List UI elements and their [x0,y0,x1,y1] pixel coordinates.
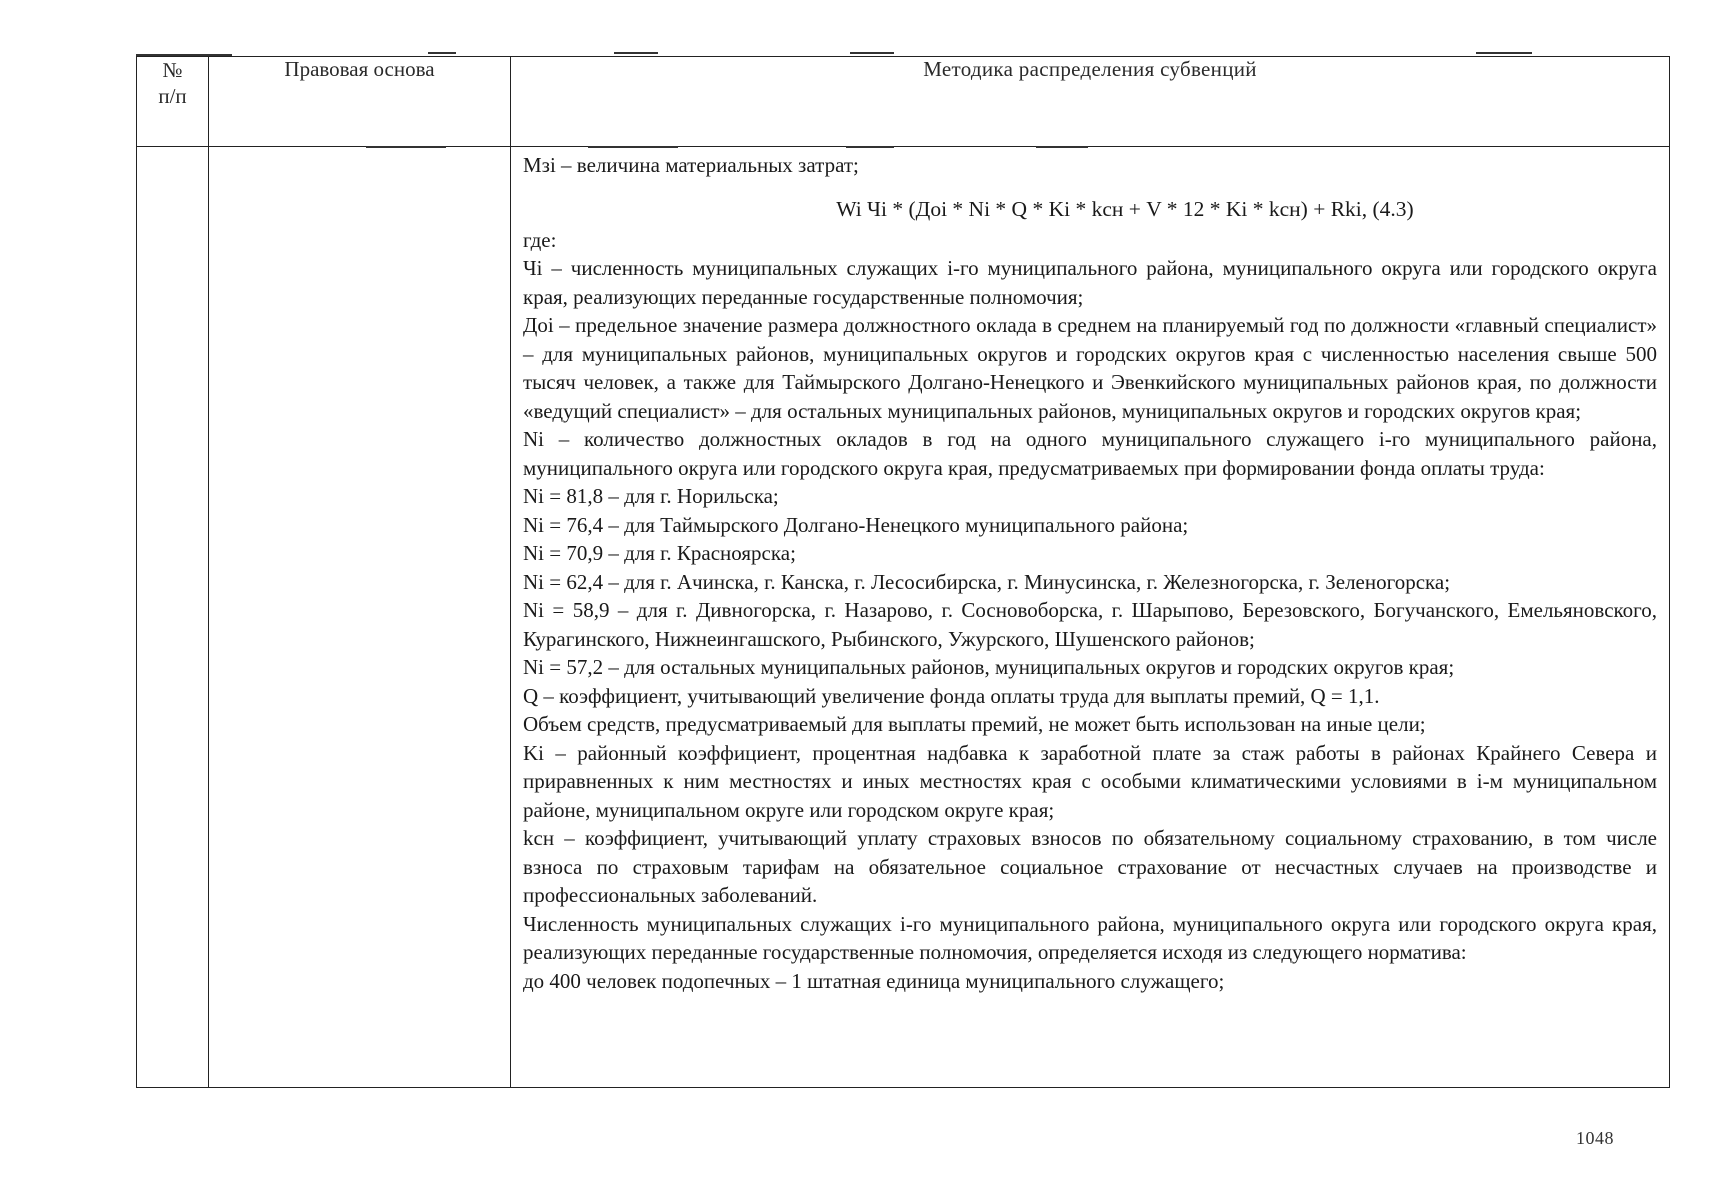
paragraph-ki-definition: Ki – районный коэффициент, процентная надбавка к заработной плате за стаж работы в районах Крайнего Севера и приравненных к ним местностях и иных местностях края с особыми климатическими условиями в i-м муниципальном районе, муниципальном округе или городском округе края; [523,740,1657,822]
scan-artifact-line [428,52,456,54]
paragraph-ni-others: Ni = 57,2 – для остальных муниципальных районов, муниципальных округов и городских округов края; [523,655,1455,679]
header-legal-basis: Правовая основа [209,57,511,147]
table-body-row [137,147,1670,1088]
scan-artifact-line [136,54,232,56]
paragraph-staff-norm: Численность муниципальных служащих i-го муниципального района, муниципального округа или городского округа края, реализующих переданные государственные полномочия, определяется исходя из следующего норматива: [523,911,1657,964]
row-methodology-cell [511,147,1670,1088]
table-header-row [137,57,1670,147]
header-number-abbr: п/п [158,84,187,108]
paragraph-material-costs: Мзi – величина материальных затрат; [523,153,859,177]
row-number-cell [137,147,209,1088]
scan-artifact-line [846,146,894,148]
scan-artifact-line [850,52,894,54]
paragraph-q-definition: Q – коэффициент, учитывающий увеличение фонда оплаты труда для выплаты премий, Q = 1,1. [523,683,1380,708]
header-methodology: Методика распределения субвенций [511,57,1670,147]
paragraph-doi-definition: Доi – предельное значение размера должностного оклада в среднем на планируемый год по должности «главный специалист» – для муниципальных районов, муниципальных округов и городских округов края с численностью населения свыше 500 тысяч человек, а также для Таймырского Долгано-Ненецкого и Эвенкийского муниципальных районов края, по должности «ведущий специалист» – для остальных муниципальных районов, муниципальных округов и городских округов края; [523,313,1657,423]
scan-artifact-line [614,52,658,54]
paragraph-ni-definition: Ni – количество должностных окладов в год на одного муниципального служащего i-го муниципального района, муниципального округа или городского округа края, предусматриваемых при формировании фонда оплаты труда: [523,427,1657,480]
subvention-methodology-table [136,56,1670,1088]
paragraph-ni-taimyr: Ni = 76,4 – для Таймырского Долгано-Ненецкого муниципального района; [523,512,1189,537]
paragraph-ni-divnogorsk-group: Ni = 58,9 – для г. Дивногорска, г. Назарово, г. Сосновоборска, г. Шарыпово, Березовского, Богучанского, Емельяновского, Курагинского, Нижнеингашского, Рыбинского, Ужурского, Шушенского районов; [523,598,1657,651]
paragraph-ni-krasnoyarsk: Ni = 70,9 – для г. Красноярска; [523,541,796,565]
paragraph-ni-norilsk: Ni = 81,8 – для г. Норильска; [523,484,779,508]
paragraph-where: где: [523,227,557,252]
paragraph-chi-definition: Чi – численность муниципальных служащих i-го муниципального района, муниципального округа или городского округа края, реализующих переданные государственные полномочия; [523,256,1657,309]
header-number-symbol: № [162,58,183,82]
header-number-cell [137,57,209,147]
methodology-text [523,151,1657,995]
paragraph-bonus-funds: Объем средств, предусматриваемый для выплаты премий, не может быть использован на иные цели; [523,712,1426,736]
page-number: 1048 [1576,1128,1614,1148]
row-legal-basis-cell [209,147,511,1088]
paragraph-staff-up-to-400: до 400 человек подопечных – 1 штатная единица муниципального служащего; [523,968,1225,993]
scan-artifact-line [1036,146,1088,148]
paragraph-ksn-definition: kсн – коэффициент, учитывающий уплату страховых взносов по обязательному социальному страхованию, в том числе взноса по страховым тарифам на обязательное социальное страхование от несчастных случаев на производстве и профессиональных заболеваний. [523,826,1657,907]
scan-artifact-line [588,146,678,148]
scan-artifact-line [1476,52,1532,54]
paragraph-ni-achinsk-group: Ni = 62,4 – для г. Ачинска, г. Канска, г. Лесосибирска, г. Минусинска, г. Железногорска, г. Зеленогорска; [523,569,1451,594]
scan-artifact-line [366,146,446,148]
formula-4-3: Wi Чi * (Доi * Ni * Q * Ki * kсн + V * 12 * Ki * kсн) + Rki, (4.3) [836,196,1414,221]
